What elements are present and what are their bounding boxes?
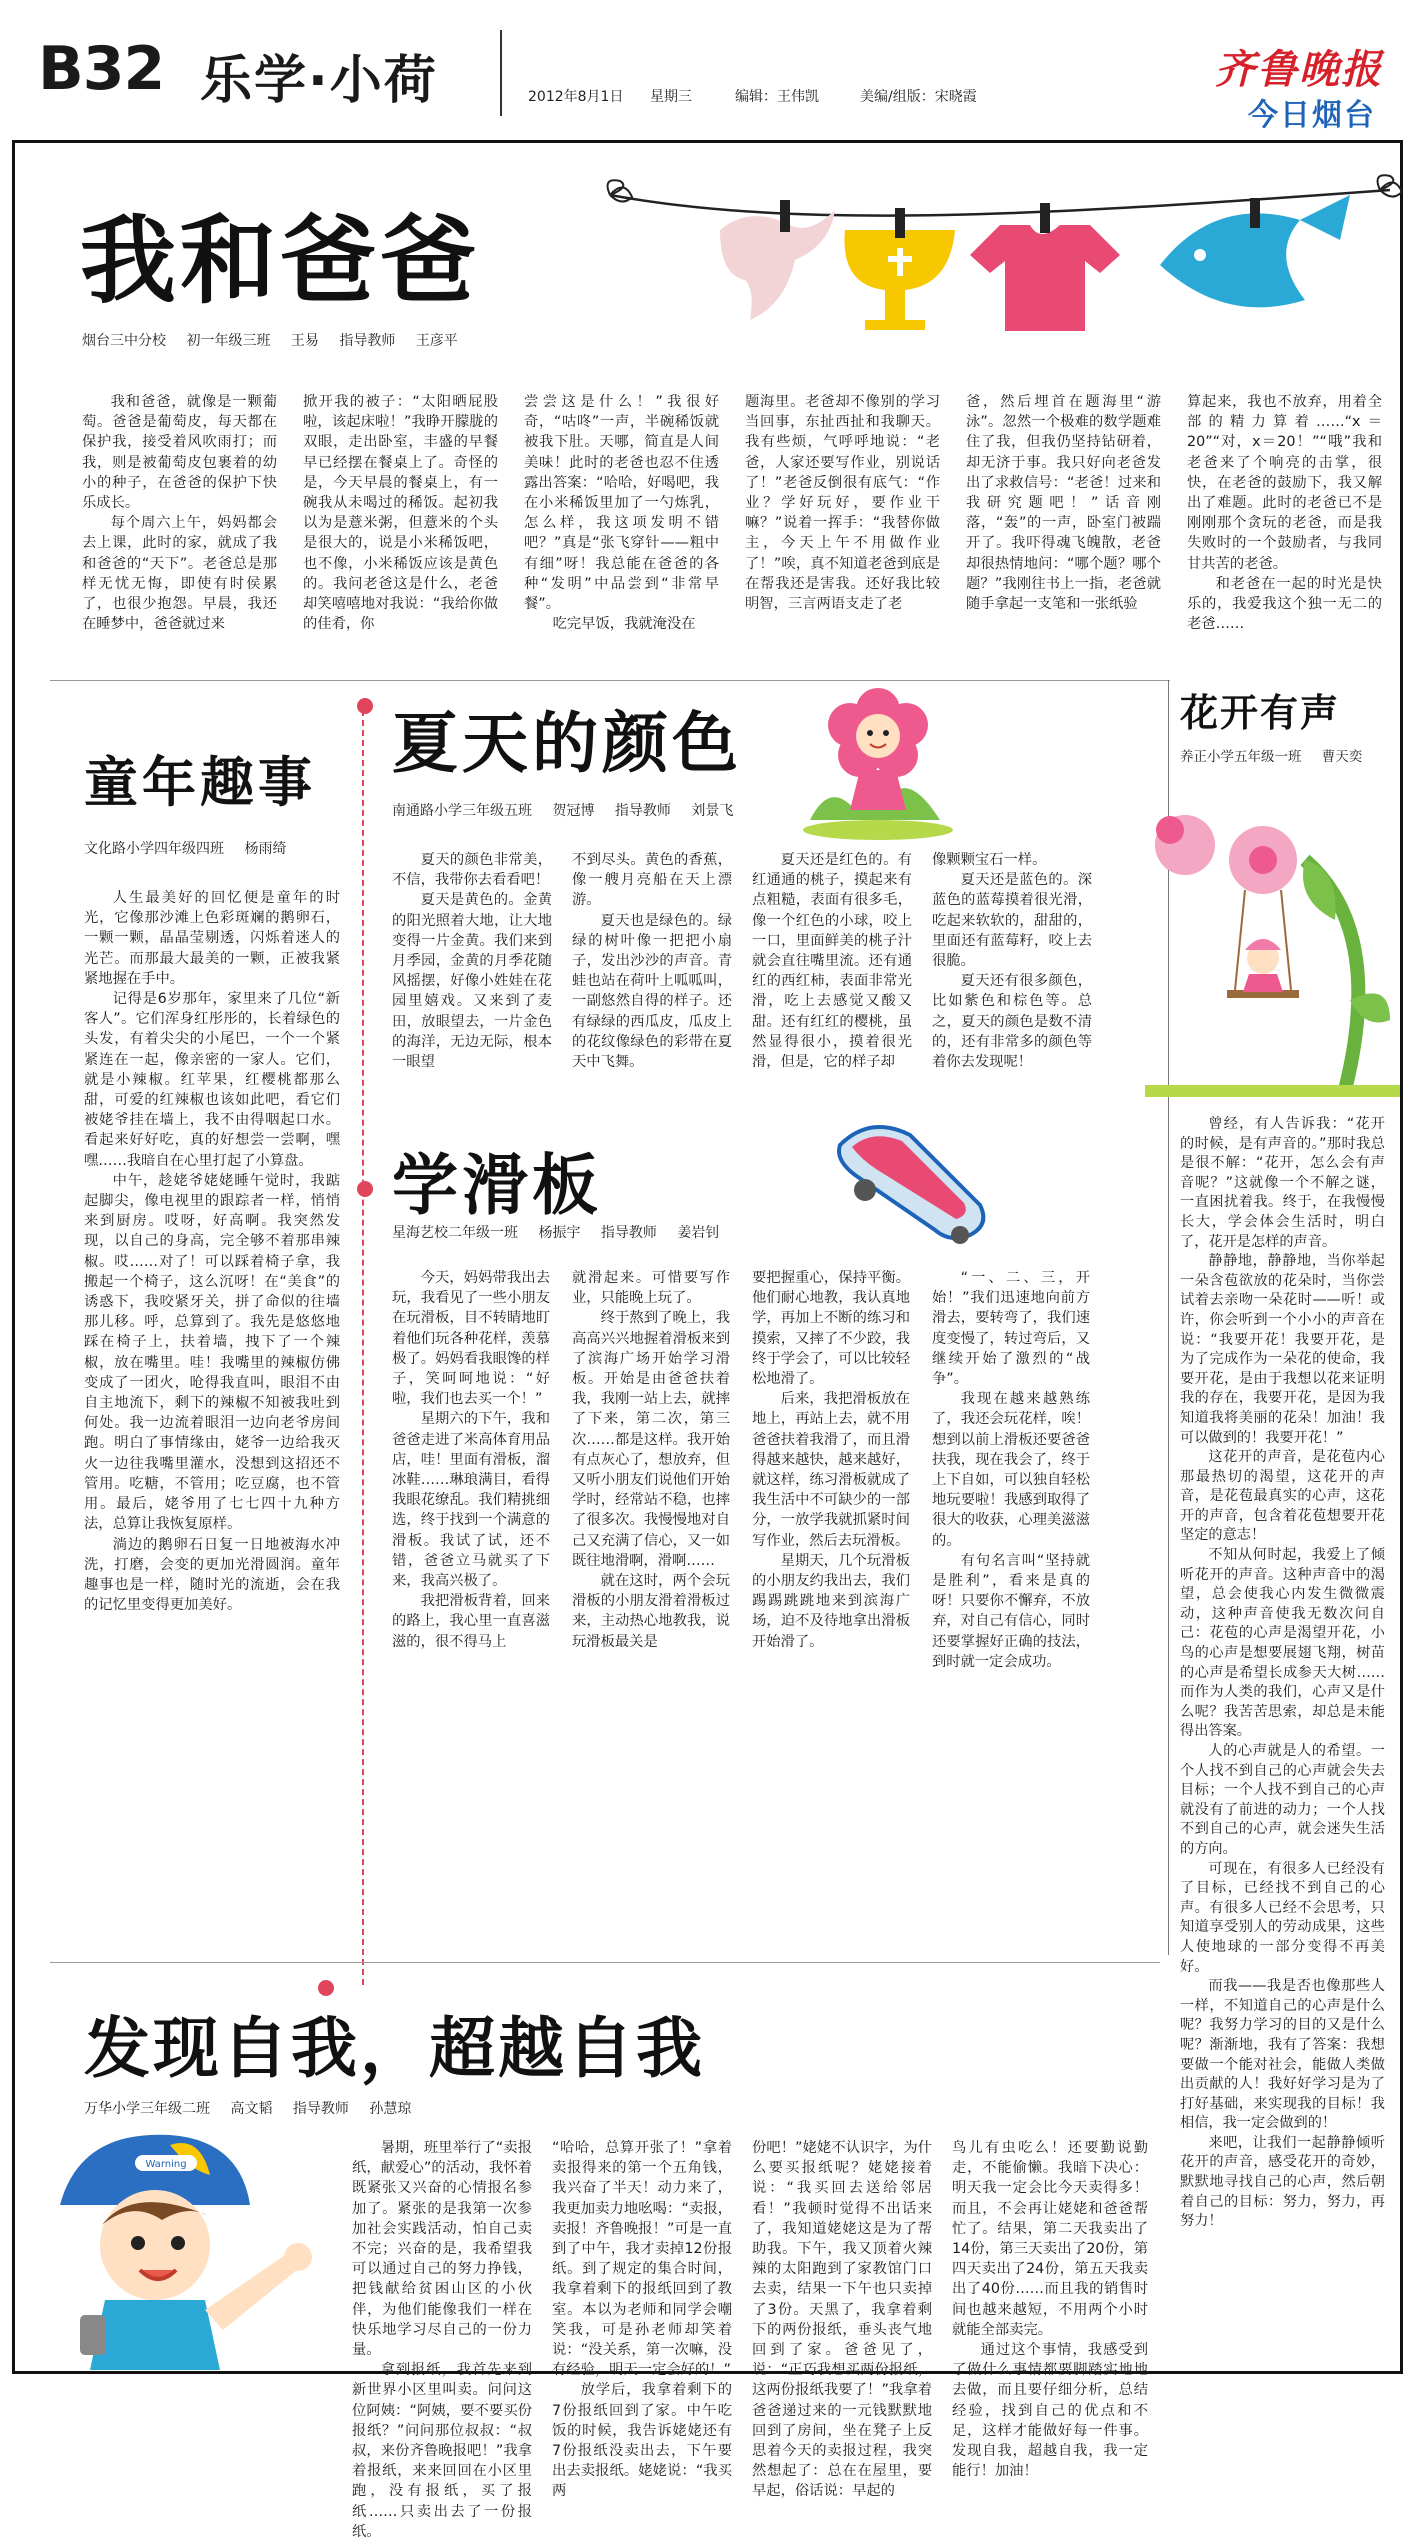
- dove-icon: [720, 210, 835, 320]
- byline-teacher-name: 王彦平: [415, 333, 458, 349]
- article-column: [352, 2138, 532, 2540]
- timeline-dot: [357, 698, 373, 714]
- paragraph: 份吧！”姥姥不认识字，为什么要买报纸呢？姥姥接着说：“我买回去送给邻居看！”我顿时觉得不出话来了，我知道姥姥这是为了帮助我。下午，我又顶着火辣辣的太阳跑到了家教馆门口去卖，结果一下午也只卖掉了3份。天黑了，我拿着剩下的两份报纸，垂头丧气地回到了家。爸爸见了，说：“正巧我想买两份报纸，这两份报纸我要了！”我拿着爸爸递过来的一元钱默默地回到了房间，坐在凳子上反思着今天的卖报过程，我突然想起了：总在在屋里，要早起，俗话说：早起的: [752, 2140, 932, 2500]
- byline-teacher-label: 指导教师: [614, 803, 671, 819]
- paragraph: 夏天是黄色的。金黄的阳光照着大地，让大地变得一片金黄。我们来到月季园，金黄的月季花随风摇摆，好像小姓娃在花园里嬉戏。又来到了麦田，放眼望去，一片金色的海洋，无边无际，根本一眼望: [392, 892, 552, 1071]
- paragraph: 就在这时，两个会玩滑板的小朋友滑着滑板过来，主动热心地教我，说玩滑板最关是: [572, 1573, 730, 1650]
- design-credit: 美编/组版：宋晓霞: [860, 89, 977, 105]
- paragraph: 通过这个事情，我感受到了做什么事情都要脚踏实地地去做，而且要仔细分析，总结经验，找到自己的优点和不足，这样才能做好每一件事。发现自我，超越自我，我一定能行！加油！: [952, 2342, 1148, 2480]
- article-byline: [1180, 745, 1378, 765]
- paragraph: 算起来，我也不放弃，用着全部的精力算着……“x＝20”“对，x＝20！”“哦”我和老爸来了个响亮的击掌，很快，在老爸的鼓励下，我又解出了难题。此时的老爸已不是刚刚那个贪玩的老爸，而是我失败时的一个鼓励者，与我同甘共苦的老爸。: [1187, 394, 1382, 572]
- paragraph: 不到尽头。黄色的香蕉，像一艘月亮船在天上漂游。: [572, 852, 732, 909]
- paragraph: 记得是6岁那年，家里来了几位“新客人”。它们浑身红彤彤的，长着绿色的头发，有着尖尖的小尾巴，一个一个紧紧连在一起，像亲密的一家人。它们，就是小辣椒。红苹果，红樱桃都那么甜，可爱的红辣椒也该如此吧，看它们被姥爷挂在墙上，我不由得咽起口水。看起来好好吃，真的好想尝一尝啊，嘿嘿……我暗自在心里打起了小算盘。: [84, 991, 340, 1169]
- section-divider: [50, 1962, 1160, 1963]
- byline-author: 杨雨绮: [244, 841, 287, 857]
- paragraph: 放学后，我拿着剩下的7份报纸回到了家。中午吃饭的时候，我告诉姥姥还有7份报纸没卖出去，下午要出去卖报纸。姥姥说：“我买两: [552, 2382, 732, 2500]
- paragraph: 今天，妈妈带我出去玩，我看见了一些小朋友在玩滑板，目不转睛地盯着他们玩各种花样，羡慕极了。妈妈看我眼馋的样子，笑呵呵地说：“好啦，我们也去买一个！”: [392, 1270, 550, 1408]
- byline-school: 烟台三中分校: [82, 333, 166, 349]
- article-column: [84, 888, 340, 1978]
- paragraph: 像颗颗宝石一样。: [932, 852, 1047, 868]
- peg-icon: [780, 200, 790, 232]
- article-column: [82, 392, 277, 772]
- swing-flower-illustration: [1145, 800, 1400, 1100]
- timeline-dot: [357, 1181, 373, 1197]
- paragraph: 不知从何时起，我爱上了倾听花开的声音。这种声音中的渴望，总会使我心内发生微微震动，这种声音使我无数次问自己：花苞的心声是渴望开花，小鸟的心声是想要展翅飞翔，树苗的心声是希望长成参天大树……而作为人类的我们，心声又是什么呢？我苦苦思索，却总是未能得出答案。: [1180, 1547, 1385, 1740]
- paragraph: 静静地，静静地，当你举起一朵含苞欲放的花朵时，当你尝试着去亲吻一朵花时——听！或许，你会听到一个小小的声音在说：“我要开花！我要开花，是为了完成作为一朵花的使命，我要开花，是由于我想以花来证明我的存在，我要开花，是因为我知道我将美丽的花朵！加油！我可以做到的！我要开花！”: [1180, 1253, 1385, 1446]
- skateboard-illustration: [820, 1105, 1000, 1245]
- article-title: 夏天的颜色: [392, 705, 742, 782]
- paragraph: 夏天还是蓝色的。深蓝色的蓝莓摸着很光滑，吃起来软软的，甜甜的，里面还有蓝莓籽，咬上去很脆。: [932, 872, 1092, 970]
- article-column: [552, 2138, 732, 2500]
- paragraph: 人生最美好的回忆便是童年的时光，它像那沙滩上色彩斑斓的鹅卵石，一颗一颗，晶晶莹剔透，闪烁着迷人的光芒。而那最大最美的一颗，正被我紧紧地握在手中。: [84, 890, 340, 987]
- article-column: [572, 1268, 730, 1958]
- article-column: [392, 850, 552, 1140]
- article-column: [392, 1268, 550, 1958]
- article-byline: [84, 838, 302, 858]
- byline-teacher-name: 孙慧琼: [369, 2101, 412, 2117]
- byline-school: 万华小学三年级二班: [84, 2101, 210, 2117]
- paragraph: 而我——我是否也像那些人一样，不知道自己的心声是什么呢？我努力学习的目的又是什么呢？渐渐地，我有了答案：我想要做一个能对社会，能做人类做出贡献的人！我好好学习是为了打好基础，来实现我的目标！我相信，我一定会做到的！: [1180, 1978, 1385, 2132]
- article-title: 学滑板: [392, 1147, 602, 1224]
- byline-school: 养正小学五年级一班: [1180, 749, 1302, 765]
- paragraph: 这花开的声音，是花苞内心那最热切的渴望，这花开的声音，是花苞最真实的心声，这花开的声音，包含着花苞想要开花坚定的意志！: [1180, 1449, 1385, 1544]
- paragraph: “一、二、三，开始！”我们迅速地向前方滑去，要转弯了，我们速度变慢了，转过弯后，又继续开始了激烈的“战争”。: [932, 1270, 1090, 1388]
- byline-school: 文化路小学四年级四班: [84, 841, 224, 857]
- timeline-dot: [318, 1980, 334, 1996]
- mascot-illustration: [20, 2125, 350, 2370]
- paragraph: 每个周六上午，妈妈都会去上课，此时的家，就成了我和爸爸的“天下”。老爸总是那样无忧无悔，即使有时侯累了，也很少抱怨。早晨，我还在睡梦中，爸爸就过来: [82, 515, 277, 633]
- mascot-badge-text: Warning: [145, 2159, 187, 2170]
- article-column: [932, 1268, 1090, 1958]
- paragraph: 终于熬到了晚上，我高高兴兴地握着滑板来到了滨海广场开始学习滑板。开始是由爸爸扶着我，我刚一站上去，就摔了下来，第二次，第三次……都是这样。我开始有点灰心了，想放弃，但又听小朋友们说他们开始学时，经常站不稳，也摔了很多次。我慢慢地对自己又充满了信心，又一如既往地滑啊，滑啊……: [572, 1310, 730, 1569]
- paragraph: 拿到报纸，我首先来到新世界小区里叫卖。问问这位阿姨：“阿姨，要不要买份报纸？”问问那位叔叔：“叔叔，来份齐鲁晚报吧！”我拿着报纸，来来回回在小区里跑，没有报纸，买了报纸……只卖出去了一份报纸。: [352, 2362, 532, 2540]
- paragraph: 夏天也是绿色的。绿绿的树叶像一把把小扇子，发出沙沙的声音。青蛙也站在荷叶上呱呱叫，一副悠然自得的样子。还有绿绿的西瓜皮，瓜皮上的花纹像绿色的彩带在夏天中飞舞。: [572, 912, 732, 1071]
- paragraph: 星期六的下午，我和爸爸走进了米高体育用品店，哇！里面有滑板，溜冰鞋……琳琅满目，看得我眼花缭乱。我们精挑细选，终于找到一个满意的滑板。我试了试，还不错，爸爸立马就买了下来，我高兴极了。: [392, 1411, 550, 1590]
- byline-author: 王易: [290, 333, 319, 349]
- byline-teacher-label: 指导教师: [600, 1225, 657, 1241]
- paragraph: 可现在，有很多人已经没有了目标，已经找不到自己的心声。有很多人已经不会思考，只知道享受别人的劳动成果，这些人使地球的一部分变得不再美好。: [1180, 1860, 1385, 1975]
- byline-teacher-name: 刘景飞: [691, 803, 734, 819]
- paragraph: 夏天的颜色非常美，不信，我带你去看看吧！: [392, 852, 552, 889]
- paragraph: 星期天，几个玩滑板的小朋友约我出去，我们踢踢跳跳地来到滨海广场，迫不及待地拿出滑板开始滑了。: [752, 1552, 910, 1650]
- shirt-icon: [970, 225, 1120, 331]
- byline-author: 曹天奕: [1321, 749, 1363, 765]
- issue-weekday: 星期三: [650, 89, 692, 105]
- flower-girl-illustration: [790, 670, 965, 840]
- article-byline: [392, 1222, 735, 1242]
- article-column: [966, 392, 1161, 772]
- article-byline: [82, 330, 474, 350]
- paragraph: 夏天还是红色的。有红通通的桃子，摸起来有点粗糙，表面有很多毛，像一个红色的小球，咬上一口，里面鲜美的桃子汁就会直往嘴里流。还有通红的西红柿，表面非常光滑，吃上去感觉又酸又甜。还有红红的樱桃，虽然显得很小，摸着很光滑，但是，它的样子却: [752, 852, 912, 1071]
- paragraph: 和老爸在一起的时光是快乐的，我爱我这个独一无二的老爸……: [1187, 575, 1382, 633]
- paragraph: 中午，趁姥爷姥姥睡午觉时，我踮起脚尖，像电视里的跟踪者一样，悄悄来到厨房。哎呀，好高啊。我突然发现，以自己的身高，完全够不着那串辣椒。哎……对了！可以踩着椅子拿，我搬起一个椅子，这么沉呀！在“美食”的诱惑下，我咬紧牙关，拼了命似的往墙那儿移。呼，总算到了。我先是悠悠地踩在椅子上，扶着墙，拽下了一个辣椒，放在嘴里。哇！我嘴里的辣椒仿佛变成了一团火，呛得我直叫，眼泪不由自主地流下，剩下的辣椒不知被我吐到何处。我一边流着眼泪一边向老爷房间跑。明白了事情缘由，姥爷一边给我灭火一边往我嘴里灌水，没想到这招还不管用。吃糖，不管用；吃豆腐，也不管用。最后，姥爷用了七七四十九种方法，总算让我恢复原样。: [84, 1172, 340, 1533]
- paragraph: 鸟儿有虫吃么！还要勤说勤走，不能偷懒。我暗下决心：明天我一定会比今天卖得多！而且，不会再让姥姥和爸爸帮忙了。结果，第二天我卖出了14份，第三天卖出了20份，第四天卖出了24份，第五天我卖出了40份……而且我的销售时间也越来越短，不用两个小时就能全部卖完。: [952, 2140, 1148, 2338]
- edition-name: 今日烟台: [1248, 98, 1376, 133]
- section-name: 乐学·小荷: [200, 51, 438, 111]
- timeline-dashes: [362, 700, 366, 1985]
- paragraph: 来吧，让我们一起静静倾听花开的声音，感受花开的奇妙，默默地寻找自己的心声，然后朝着自己的目标：努力，努力，再努力！: [1180, 2134, 1385, 2230]
- article-column: [572, 850, 732, 1140]
- byline-school: 南通路小学三年级五班: [392, 803, 532, 819]
- paragraph: 我和爸爸，就像是一颗葡萄。爸爸是葡萄皮，每天都在保护我，接受着风吹雨打；而我，则是被葡萄皮包裹着的幼小的种子，在爸爸的保护下快乐成长。: [82, 394, 277, 512]
- paragraph: “哈哈，总算开张了！”拿着卖报得来的第一个五角钱，我兴奋了半天！动力来了，我更加卖力地吆喝：“卖报，卖报！齐鲁晚报！”可是一直到了中午，我才卖掉12份报纸。到了规定的集合时间，我拿着剩下的报纸回到了教室。本以为老师和同学会嘲笑我，可是孙老师却笑着说：“没关系，第一次嘛，没有经验，明天一定会好的！”: [552, 2140, 732, 2379]
- peg-icon: [1040, 203, 1050, 233]
- paragraph: 掀开我的被子：“太阳晒屁股啦，该起床啦！”我睁开朦胧的双眼，走出卧室，丰盛的早餐早已经摆在餐桌上了。奇怪的是，今天早晨的餐桌上，有一碗我从未喝过的稀饭。起初我以为是薏米粥，但薏米的个头是很大的，说是小米稀饭吧，也不像，小米稀饭应该是黄色的。我问老爸这是什么，老爸却笑嘻嘻地对我说：“我给你做的佳肴，你: [303, 394, 498, 633]
- paragraph: 我把滑板背着，回来的路上，我心里一直喜滋滋的，很不得马上: [392, 1593, 550, 1650]
- byline-teacher-label: 指导教师: [339, 333, 396, 349]
- paragraph: 曾经，有人告诉我：“花开的时候，是有声音的。”那时我总是很不解：“花开，怎么会有声音呢？”这就像一个不解之谜，一直困扰着我。终于，在我慢慢长大，学会体会生活时，明白了，花开是怎样的声音。: [1180, 1116, 1385, 1250]
- byline-teacher-label: 指导教师: [292, 2101, 349, 2117]
- paragraph: 有句名言叫“坚持就是胜利”，看来是真的呀！只要你不懈弃，不放弃，对自己有信心，同时还要掌握好正确的技法，到时就一定会成功。: [932, 1552, 1090, 1670]
- paragraph: 爸，然后埋首在题海里“游泳”。忽然一个极难的数学题难住了我，但我仍坚持钻研着，却无济于事。我只好向老爸发出了求救信号：“老爸！过来和我研究题吧！”话音刚落，“轰”的一声，卧室门被踹开了。我吓得魂飞魄散，老爸却很热情地问：“哪个题？哪个题？”我刚往书上一指，老爸就随手拿起一支笔和一张纸验: [966, 394, 1161, 613]
- section-divider: [50, 680, 1170, 681]
- paragraph: 夏天还有很多颜色，比如紫色和棕色等。总之，夏天的颜色是数不清的，还有非常多的颜色等着你去发现呢！: [932, 973, 1092, 1071]
- article-byline: [84, 2098, 427, 2118]
- byline-grade: 初一年级三班: [186, 333, 271, 349]
- byline-author: 贺冠博: [552, 803, 595, 819]
- byline-author: 高文韬: [230, 2101, 273, 2117]
- byline-author: 杨振宇: [538, 1225, 581, 1241]
- article-title: 发现自我，超越自我: [84, 2010, 705, 2087]
- article-column: [752, 850, 912, 1140]
- article-title: 我和爸爸: [80, 205, 480, 317]
- newspaper-logo: 齐鲁晚报: [1215, 46, 1383, 93]
- article-title: 花开有声: [1180, 691, 1341, 735]
- bow-right-icon: [1378, 175, 1402, 196]
- paragraph: 淌边的鹅卵石日复一日地被海水冲洗，打磨，会变的更加光滑圆润。童年趣事也是一样，随时光的流逝，会在我的记忆里变得更加美好。: [84, 1536, 340, 1614]
- paragraph: 吃完早饭，我就淹没在: [552, 616, 696, 633]
- masthead-divider: [500, 30, 502, 116]
- editor-credit: 编辑：王伟凯: [735, 89, 819, 105]
- article-column: [752, 1268, 910, 1958]
- page-number: B32: [38, 34, 165, 104]
- article-title: 童年趣事: [84, 751, 316, 814]
- paragraph: 我现在越来越熟练了，我还会玩花样，唉！想到以前上滑板还要爸爸扶我，现在我会了，终于上下自如，可以独自轻松地玩要啦！我感到取得了很大的收获，心理美滋滋的。: [932, 1391, 1090, 1549]
- byline-teacher-name: 姜岩钊: [677, 1225, 720, 1241]
- article-byline: [392, 800, 749, 820]
- paragraph: 要把握重心，保持平衡。他们耐心地教，我认真地学，再加上不断的练习和摸索，又摔了不少跤，我终于学会了，可以比较轻松地滑了。: [752, 1270, 910, 1388]
- paragraph: 人的心声就是人的希望。一个人找不到自己的心声就会失去目标；一个人找不到自己的心声就没有了前进的动力；一个人找不到自己的心声，就会迷失生活的方向。: [1180, 1743, 1385, 1857]
- article-column: [1180, 1115, 1385, 2230]
- paragraph: 暑期，班里举行了“卖报纸，献爱心”的活动，我怀着既紧张又兴奋的心情报名参加了。紧张的是我第一次参加社会实践活动，怕自己卖不完；兴奋的是，我希望我可以通过自己的努力挣钱，把钱献给贫困山区的小伙伴，为他们能像我们一样在快乐地学习尽自己的一份力量。: [352, 2140, 532, 2359]
- paragraph: 就滑起来。可惜要写作业，只能晚上玩了。: [572, 1270, 730, 1307]
- article-column: [952, 2138, 1148, 2480]
- paragraph: 后来，我把滑板放在地上，再站上去，就不用爸爸扶着我滑了，而且滑得越来越快，越来越好，就这样，练习滑板就成了我生活中不可缺少的一部分，一放学我就抓紧时间写作业，然后去玩滑板。: [752, 1391, 910, 1549]
- paragraph: 尝尝这是什么！”我很好奇，“咕咚”一声，半碗稀饭就被我下肚。天哪，简直是人间美味！此时的老爸也忍不住透露出答案：“哈哈，好喝吧，我在小米稀饭里加了一勺炼乳，怎么样，我这项发明不错吧？”真是“张飞穿针——粗中有细”呀！我总能在爸爸的各种“发明”中品尝到“非常早餐”。: [524, 394, 719, 613]
- byline-school: 星海艺校二年级一班: [392, 1225, 518, 1241]
- peg-icon: [1250, 198, 1260, 228]
- issue-date: 2012年8月1日: [528, 89, 624, 105]
- cup-icon: [845, 230, 956, 330]
- clothesline-illustration: [600, 170, 1400, 350]
- article-column: [752, 2138, 932, 2500]
- peg-icon: [895, 208, 905, 238]
- article-column: [932, 850, 1092, 1140]
- paragraph: 题海里。老爸却不像别的学习当回事，东扯西扯和我聊天。我有些烦，气呼呼地说：“老爸，人家还要写作业，别说话了！”老爸反倒很有底气：“作业？学好玩好，要作业干嘛？”说着一挥手：“我替你做主，今天上午不用做作业了！”唉，真不知道老爸到底是在帮我还是害我。还好我比较明智，三言两语支走了老: [745, 394, 940, 613]
